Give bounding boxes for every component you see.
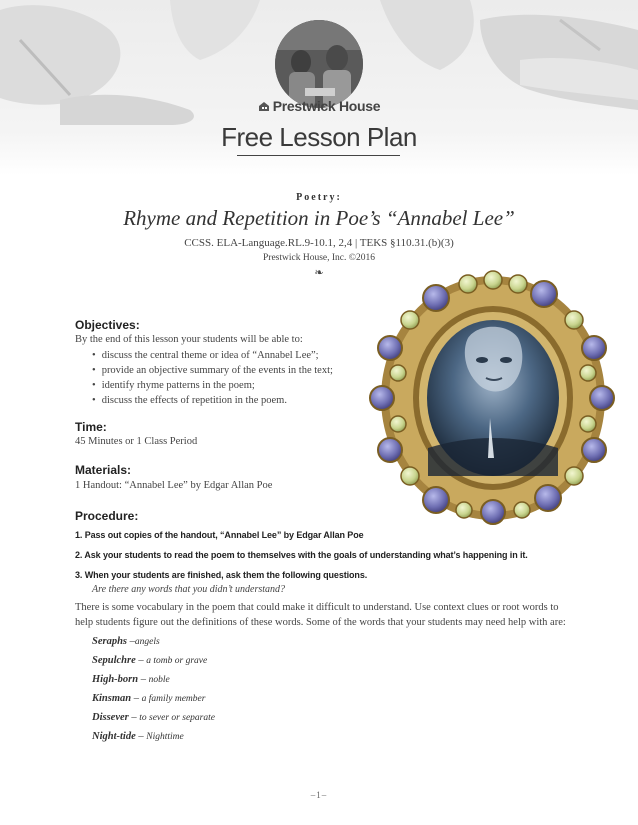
cameo-brooch-image	[368, 268, 618, 528]
lesson-title: Rhyme and Repetition in Poe’s “Annabel Lee”	[123, 206, 515, 230]
time-heading: Time:	[75, 420, 107, 434]
vocab-definition: a family member	[141, 694, 206, 704]
vocab-item: High-born – noble	[92, 674, 170, 685]
header-banner	[0, 0, 638, 175]
procedure-step: 2. Ask your students to read the poem to themselves with the goals of understanding what’s happening in it.	[75, 550, 528, 560]
logo-photo	[275, 20, 363, 108]
materials-text: 1 Handout: “Annabel Lee” by Edgar Allan Poe	[75, 480, 273, 491]
vocab-item: Kinsman – a family member	[92, 693, 206, 704]
procedure-heading: Procedure:	[75, 509, 139, 523]
ornament-icon: ❧	[314, 267, 324, 279]
copyright-line: Prestwick House, Inc. ©2016	[263, 253, 375, 263]
house-icon	[258, 101, 270, 112]
materials-heading: Materials:	[75, 463, 132, 477]
brand-logo[interactable]	[0, 98, 638, 114]
vocab-definition: a tomb or grave	[146, 656, 208, 666]
site-title: Free Lesson Plan	[221, 122, 417, 152]
vocab-intro: There is some vocabulary in the poem that could make it difficult to understand. Use context clues or root words to help students figure out the definitions of these words. Some of the words that your students may need help with are:	[75, 602, 566, 628]
time-text: 45 Minutes or 1 Class Period	[75, 436, 198, 447]
category-label: Poetry:	[296, 192, 342, 203]
vocab-definition: to sever or separate	[139, 713, 215, 723]
vocab-term: High-born	[92, 674, 139, 685]
title-divider	[237, 155, 400, 156]
procedure-step: 1. Pass out copies of the handout, “Annabel Lee” by Edgar Allan Poe	[75, 530, 364, 540]
vocab-item: Night-tide – Nighttime	[92, 731, 184, 742]
procedure-step: 3. When your students are finished, ask them the following questions.	[75, 570, 368, 580]
vocab-definition: noble	[148, 675, 170, 685]
standards-line: CCSS. ELA-Language.RL.9-10.1, 2,4 | TEKS §110.31.(b)(3)	[184, 237, 454, 249]
vocab-definition: Nighttime	[146, 732, 184, 742]
vocab-definition: angels	[134, 637, 160, 647]
objectives-list	[92, 348, 333, 408]
page-number: –1–	[310, 790, 328, 800]
list-item: • discuss the central theme or idea of “Annabel Lee”;	[92, 348, 333, 363]
vocab-item: Sepulchre – a tomb or grave	[92, 655, 208, 666]
discussion-question: Are there any words that you didn’t understand?	[92, 584, 286, 595]
objectives-heading: Objectives:	[75, 318, 140, 332]
objectives-intro: By the end of this lesson your students will be able to:	[75, 334, 303, 345]
vocab-item: Seraphs –angels	[92, 636, 160, 647]
vocab-term: Sepulchre	[92, 655, 136, 666]
vocab-item: Dissever – to sever or separate	[92, 712, 215, 723]
vocab-term: Night-tide	[92, 731, 136, 742]
list-item: • discuss the effects of repetition in the poem.	[92, 393, 333, 408]
vocab-term: Seraphs	[92, 636, 128, 647]
brand-name: Prestwick House	[272, 98, 381, 114]
list-item: • identify rhyme patterns in the poem;	[92, 378, 333, 393]
list-item: • provide an objective summary of the events in the text;	[92, 363, 333, 378]
vocab-term: Dissever	[92, 712, 129, 723]
vocab-term: Kinsman	[92, 693, 132, 704]
